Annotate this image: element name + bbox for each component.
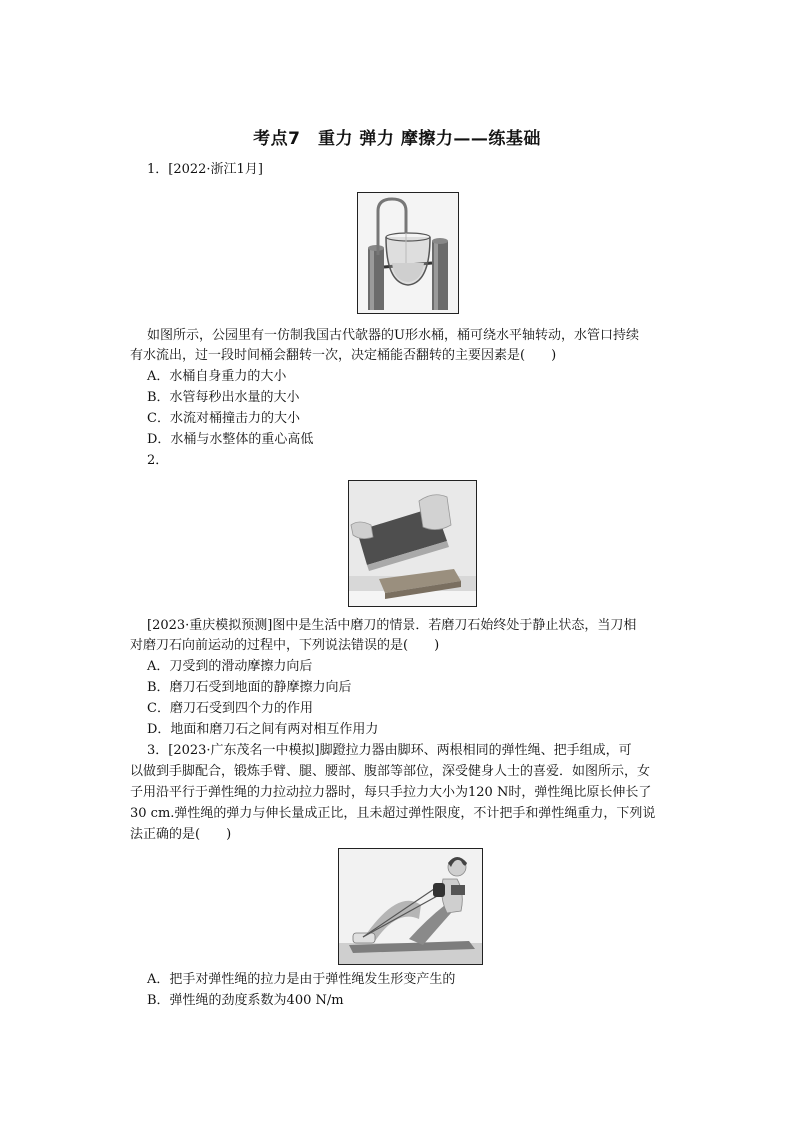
q1-option-b: B．水管每秒出水量的大小 (147, 390, 300, 405)
page-title: 考点7 重力 弹力 摩擦力——练基础 (253, 129, 541, 149)
q3-line5: 法正确的是( ) (130, 827, 232, 842)
q3-option-a: A．把手对弹性绳的拉力是由于弹性绳发生形变产生的 (147, 972, 456, 987)
q1-option-d: D．水桶与水整体的重心高低 (147, 432, 314, 447)
q2-option-b: B．磨刀石受到地面的静摩擦力向后 (147, 680, 352, 695)
q1-stem-line1: 如图所示，公园里有一仿制我国古代欹器的U形水桶，桶可绕水平轴转动，水管口持续 (147, 328, 639, 343)
q3-line2: 以做到手脚配合，锻炼手臂、腿、腰部、腹部等部位，深受健身人士的喜爱．如图所示，女 (130, 764, 651, 779)
q1-stem-line2: 有水流出，过一段时间桶会翻转一次，决定桶能否翻转的主要因素是( ) (130, 348, 557, 363)
q2-option-a: A．刀受到的滑动摩擦力向后 (147, 659, 313, 674)
q2-option-d: D．地面和磨刀石之间有两对相互作用力 (147, 722, 379, 737)
q1-option-c: C．水流对桶撞击力的大小 (147, 411, 300, 426)
q3-line4: 30 cm.弹性绳的弹力与伸长量成正比，且未超过弹性限度，不计把手和弹性绳重力，下列说 (130, 806, 656, 821)
q1-option-a: A．水桶自身重力的大小 (147, 369, 287, 384)
q2-header: 2． (147, 453, 169, 468)
q2-stem-line2: 对磨刀石向前运动的过程中，下列说法错误的是( ) (130, 638, 440, 653)
q2-stem-line1: [2023·重庆模拟预测]图中是生活中磨刀的情景．若磨刀石始终处于静止状态，当刀相 (147, 618, 637, 633)
q3-line3: 子用沿平行于弹性绳的力拉动拉力器时，每只手拉力大小为120 N时，弹性绳比原长伸长了 (130, 785, 652, 800)
q3-line1: 3．[2023·广东茂名一中模拟]脚蹬拉力器由脚环、两根相同的弹性绳、把手组成，可 (147, 743, 632, 758)
q2-option-c: C．磨刀石受到四个力的作用 (147, 701, 313, 716)
knife-sharpening-photo-icon (348, 480, 477, 607)
q1-header: 1．[2022·浙江1月] (147, 162, 263, 177)
u-shaped-bucket-photo-icon (357, 192, 459, 314)
woman-exercise-photo-icon (338, 848, 483, 965)
q3-option-b: B．弹性绳的劲度系数为400 N/m (147, 993, 344, 1008)
